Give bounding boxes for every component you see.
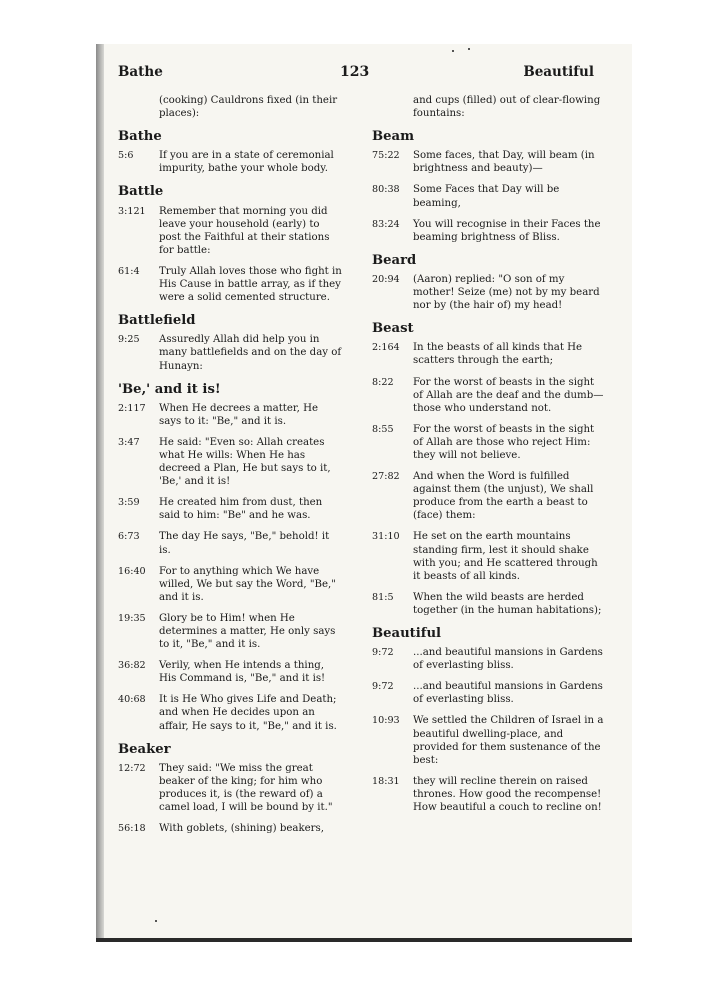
entry bbox=[118, 612, 342, 651]
entry bbox=[372, 273, 604, 312]
speck bbox=[452, 50, 454, 52]
verse-text: For to anything which We have willed, We but say the Word, "Be," and it is. bbox=[159, 565, 336, 603]
headword: Bathe bbox=[118, 129, 162, 145]
verse-text: Remember that morning you did leave your household (early) to post the Faithful at their stations for battle: bbox=[159, 205, 330, 256]
entry bbox=[118, 693, 342, 732]
verse-ref: 27:82 bbox=[372, 471, 400, 483]
verse-ref: 8:55 bbox=[372, 423, 394, 435]
verse-text: Some Faces that Day will be beaming, bbox=[413, 184, 560, 209]
headword: Beard bbox=[372, 252, 417, 268]
entry bbox=[372, 149, 604, 175]
entry bbox=[372, 341, 604, 367]
verse-text: Some faces, that Day, will beam (in brightness and beauty)— bbox=[413, 150, 595, 175]
entry bbox=[118, 822, 342, 835]
verse-text: they will recline therein on raised thrones. How good the recompense! How beautiful a couch to recline on! bbox=[413, 775, 602, 814]
verse-text: They said: "We miss the great beaker of the king; for him who produces it, is (the reward of) a camel load, I will be bound by it." bbox=[159, 762, 333, 814]
verse-text: For the worst of beasts in the sight of Allah are those who reject Him: they will not believe. bbox=[413, 423, 595, 461]
entry bbox=[118, 565, 342, 604]
verse-ref: 3:59 bbox=[118, 497, 140, 509]
entry bbox=[118, 762, 342, 814]
verse-ref: 31:10 bbox=[372, 531, 400, 543]
running-head-right: Beautiful bbox=[523, 64, 594, 80]
verse-text: He said: "Even so: Allah creates what He wills: When He has decreed a Plan, He but says to it, 'Be,' and it is! bbox=[159, 436, 331, 488]
page-bottom-edge bbox=[96, 938, 632, 942]
verse-text: Assuredly Allah did help you in many battlefields and on the day of Hunayn: bbox=[159, 334, 342, 372]
headword: Beautiful bbox=[372, 626, 442, 641]
verse-ref: 6:73 bbox=[118, 531, 140, 543]
verse-ref: 12:72 bbox=[118, 762, 146, 774]
entry bbox=[372, 591, 604, 617]
speck bbox=[468, 48, 470, 50]
verse-ref: 3:121 bbox=[118, 205, 146, 217]
page-spine-shadow bbox=[96, 44, 104, 942]
entry bbox=[118, 205, 342, 257]
entry bbox=[372, 646, 604, 672]
entry bbox=[118, 436, 342, 488]
verse-ref: 9:72 bbox=[372, 681, 394, 693]
entry bbox=[118, 530, 342, 556]
headword: Beam bbox=[372, 129, 415, 145]
entry bbox=[372, 376, 604, 415]
left-column bbox=[118, 94, 342, 843]
entry bbox=[372, 680, 604, 706]
verse-text: For the worst of beasts in the sight of Allah are the deaf and the dumb—those who understand not. bbox=[413, 376, 604, 414]
verse-text: We settled the Children of Israel in a beautiful dwelling-place, and provided for them sustenance of the best: bbox=[413, 715, 604, 766]
verse-ref: 9:72 bbox=[372, 647, 394, 659]
verse-ref: 18:31 bbox=[372, 775, 400, 787]
verse-ref: 81:5 bbox=[372, 591, 394, 603]
entry bbox=[118, 149, 342, 175]
verse-ref: 2:164 bbox=[372, 342, 400, 354]
entry bbox=[118, 333, 342, 372]
verse-ref: 40:68 bbox=[118, 694, 146, 706]
verse-ref: 10:93 bbox=[372, 715, 400, 727]
verse-ref: 20:94 bbox=[372, 273, 400, 285]
headword: Battle bbox=[118, 184, 164, 200]
entry bbox=[118, 265, 342, 304]
verse-ref: 2:117 bbox=[118, 402, 146, 414]
verse-text: You will recognise in their Faces the beaming brightness of Bliss. bbox=[413, 218, 601, 243]
verse-ref: 5:6 bbox=[118, 150, 134, 162]
verse-ref: 8:22 bbox=[372, 376, 394, 388]
verse-text: If you are in a state of ceremonial impurity, bathe your whole body. bbox=[159, 150, 334, 175]
entry bbox=[372, 530, 604, 582]
verse-text: He set on the earth mountains standing firm, lest it should shake with you; and He scattered through it beasts of all kinds. bbox=[413, 531, 598, 582]
entry bbox=[372, 218, 604, 244]
entry bbox=[372, 775, 604, 814]
continuation-text: (cooking) Cauldrons fixed (in their places): bbox=[159, 95, 338, 120]
verse-ref: 36:82 bbox=[118, 660, 146, 672]
verse-text: ...and beautiful mansions in Gardens of everlasting bliss. bbox=[413, 647, 603, 672]
speck bbox=[155, 920, 157, 922]
verse-ref: 3:47 bbox=[118, 436, 140, 448]
headword: Beaker bbox=[118, 741, 171, 757]
verse-text: When the wild beasts are herded together (in the human habitations); bbox=[413, 591, 602, 616]
continuation-text: and cups (filled) out of clear-flowing fountains: bbox=[413, 95, 601, 120]
verse-text: The day He says, "Be," behold! it is. bbox=[159, 531, 330, 556]
verse-text: (Aaron) replied: "O son of my mother! Seize (me) not by my beard nor by (the hair of) my head! bbox=[413, 273, 600, 312]
verse-ref: 61:4 bbox=[118, 265, 140, 277]
right-column bbox=[372, 94, 604, 822]
headword: 'Be,' and it is! bbox=[118, 381, 221, 397]
entry bbox=[372, 470, 604, 522]
verse-text: ...and beautiful mansions in Gardens of everlasting bliss. bbox=[413, 681, 603, 706]
verse-ref: 83:24 bbox=[372, 218, 400, 230]
verse-text: And when the Word is fulfilled against them (the unjust), We shall produce from the earth a beast to (face) them: bbox=[413, 471, 594, 522]
verse-text: In the beasts of all kinds that He scatters through the earth; bbox=[413, 342, 583, 367]
verse-text: When He decrees a matter, He says to it: "Be," and it is. bbox=[159, 402, 319, 427]
verse-ref: 56:18 bbox=[118, 823, 146, 835]
entry bbox=[372, 714, 604, 766]
entry bbox=[372, 183, 604, 209]
entry bbox=[118, 659, 342, 685]
entry bbox=[118, 496, 342, 522]
verse-text: Truly Allah loves those who fight in His Cause in battle array, as if they were a solid cemented structure. bbox=[159, 265, 342, 304]
verse-text: Glory be to Him! when He determines a matter, He only says to it, "Be," and it is. bbox=[159, 612, 336, 651]
verse-text: Verily, when He intends a thing, His Command is, "Be," and it is! bbox=[159, 660, 326, 685]
running-head-left: Bathe bbox=[118, 64, 163, 80]
verse-text: He created him from dust, then said to him: "Be" and he was. bbox=[159, 497, 323, 522]
verse-ref: 19:35 bbox=[118, 612, 146, 624]
headword: Battlefield bbox=[118, 313, 196, 329]
page-number: 123 bbox=[340, 64, 370, 80]
verse-ref: 16:40 bbox=[118, 565, 146, 577]
verse-ref: 80:38 bbox=[372, 184, 400, 196]
entry bbox=[118, 402, 342, 428]
headword: Beast bbox=[372, 321, 414, 337]
verse-text: It is He Who gives Life and Death; and when He decides upon an affair, He says to it, "Be," and it is. bbox=[159, 694, 337, 732]
verse-ref: 75:22 bbox=[372, 150, 400, 162]
verse-text: With goblets, (shining) beakers, bbox=[159, 823, 325, 835]
entry bbox=[372, 423, 604, 462]
verse-ref: 9:25 bbox=[118, 334, 140, 346]
